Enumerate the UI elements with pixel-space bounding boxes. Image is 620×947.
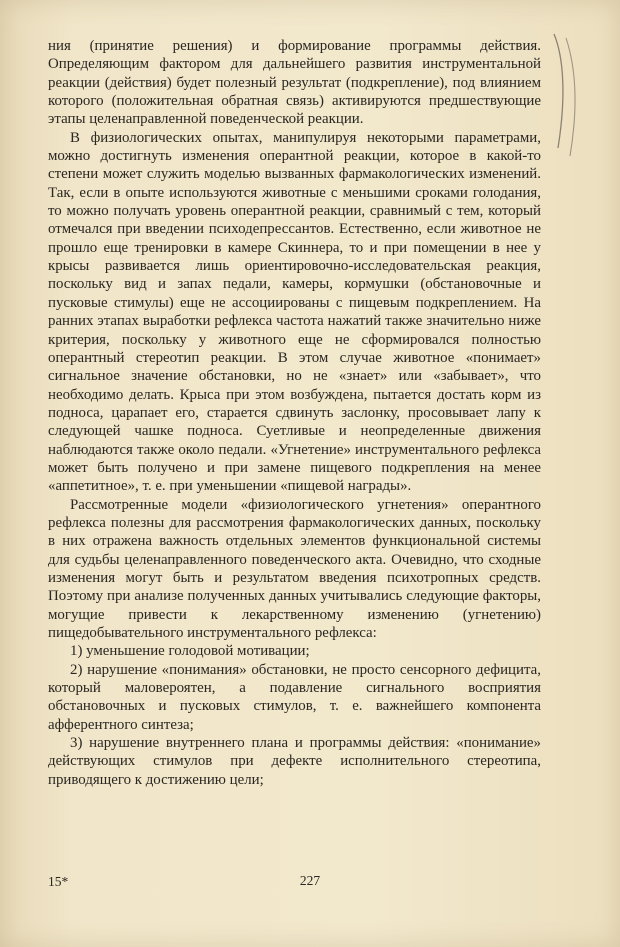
list-item-1: 1) уменьшение голодовой мотивации; <box>70 643 310 660</box>
paragraph-physiological-experiments: В физиологических опытах, манипулируя некоторыми параметрами, можно достигнуть изменения оперантной реакции, которое в какой-то степени может служить моделью вызванных фармакологических изменений. Так, если в опыте используются животные с меньшими сроками голодания, то можно получать уровень оперантной реакции, сравнимый с тем, который отмечался при введении психодепрессантов. Естественно, если животное не прошло еще тренировки в камере Скиннера, то и при помещении в нее у крысы развивается лишь ориентировочно-исследовательская реакция, поскольку вид и запах педали, камеры, кормушки (обстановочные и пусковые стимулы) еще не ассоциированы с пищевым подкреплением. На ранних этапах выработки рефлекса частота нажатий также значительно ниже критерия, поскольку у животного еще не сформировался полностью оперантный стереотип реакции. В этом случае животное «понимает» сигнальное значение обстановки, но не «знает» или «забывает», что необходимо делать. Крыса при этом возбуждена, пытается достать корм из подноса, царапает его, старается сдвинуть заслонку, просовывает лапу к следующей чашке подноса. Суетливые и неопределенные движения наблюдаются также около педали. «Угнетение» инструментального рефлекса может быть получено и при замене пищевого подкрепления на менее «аппетитное», т. е. при уменьшении «пищевой награды». <box>48 129 541 495</box>
list-item-2: 2) нарушение «понимания» обстановки, не просто сенсорного дефицита, который маловероятен, а подавление сигнального восприятия обстановочных и пусковых стимулов, т. е. важнейшего компонента афферентного синтеза; <box>48 661 541 733</box>
paragraph-models: Рассмотренные модели «физиологического угнетения» оперантного рефлекса полезны для рассмотрения фармакологических данных, поскольку в них отражена важность отдельных элементов функциональной системы для судьбы целенаправленного поведенческого акта. Очевидно, что сходные изменения могут быть и результатом введения психотропных средств. Поэтому при анализе полученных данных учитывались следующие факторы, могущие привести к лекарственному изменению (угнетению) пищедобывательного инструментального рефлекса: <box>48 496 541 641</box>
signature-mark: 15* <box>48 874 69 889</box>
list-item-3: 3) нарушение внутреннего плана и программы действия: «понимание» действующих стимулов при дефекте исполнительного стереотипа, приводящего к достижению цели; <box>48 735 541 788</box>
pencil-margin-mark <box>548 28 588 168</box>
page-text <box>48 37 541 789</box>
paragraph-continuation: ния (принятие решения) и формирование программы действия. Определяющим фактором для дальнейшего развития инструментальной реакции (действия) будет полезный результат (подкрепление), под влиянием которого (положительная обратная связь) активируются предшествующие этапы целенаправленной поведенческой реакции. <box>48 38 541 128</box>
page-number: 227 <box>299 873 321 888</box>
